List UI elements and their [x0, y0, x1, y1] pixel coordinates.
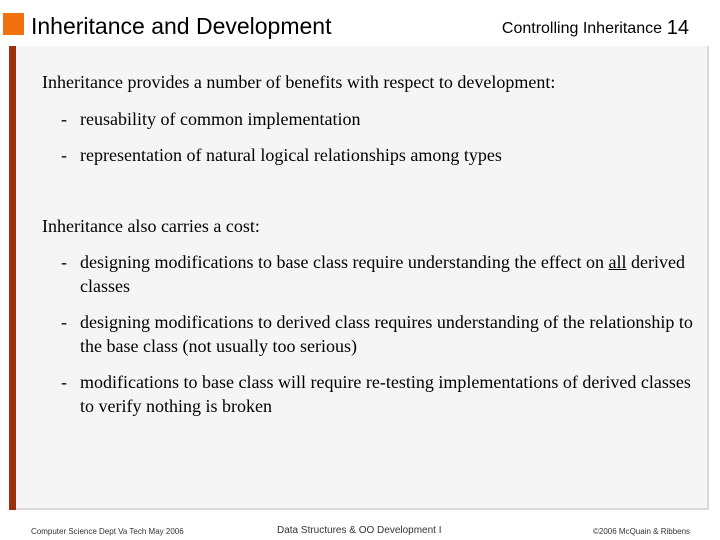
benefit-item: [61, 143, 701, 167]
cost-intro: Inheritance also carries a cost:: [42, 216, 260, 236]
cost-item: [61, 370, 701, 418]
cost-text-after: derived classes: [80, 252, 686, 296]
benefit-item: [61, 107, 701, 131]
cost-item: [61, 250, 701, 298]
footer-course-info: Computer Science Dept Va Tech May 2006: [31, 527, 184, 536]
bullet-marker: -: [61, 145, 67, 165]
bullet-marker: -: [61, 109, 67, 129]
benefit-text: reusability of common implementation: [80, 109, 361, 129]
left-accent-bar: [9, 46, 16, 510]
page-number: 14: [666, 17, 689, 39]
slide-title: Inheritance and Development: [31, 13, 332, 39]
benefits-intro: Inheritance provides a number of benefits with respect to development:: [42, 72, 556, 92]
title-accent-square: [3, 13, 24, 35]
cost-text-before: designing modifications to base class require understanding the effect on: [80, 252, 609, 272]
footer-copyright: ©2006 McQuain & Ribbens: [593, 527, 691, 536]
cost-text: designing modifications to derived class requires understanding of the relationship to the base class (not usually too serious): [80, 312, 693, 356]
bullet-marker: -: [61, 252, 67, 272]
cost-text-emphasis: all: [608, 252, 627, 272]
footer-course-title: Data Structures & OO Development I: [277, 525, 442, 536]
bullet-marker: -: [61, 372, 67, 392]
benefit-text: representation of natural logical relationships among types: [80, 145, 502, 165]
bullet-marker: -: [61, 312, 67, 332]
section-title: Controlling Inheritance: [501, 20, 662, 37]
cost-text: modifications to base class will require re-testing implementations of derived classes to verify nothing is broken: [80, 372, 691, 416]
cost-text: [61, 250, 701, 298]
cost-item: [61, 310, 701, 358]
